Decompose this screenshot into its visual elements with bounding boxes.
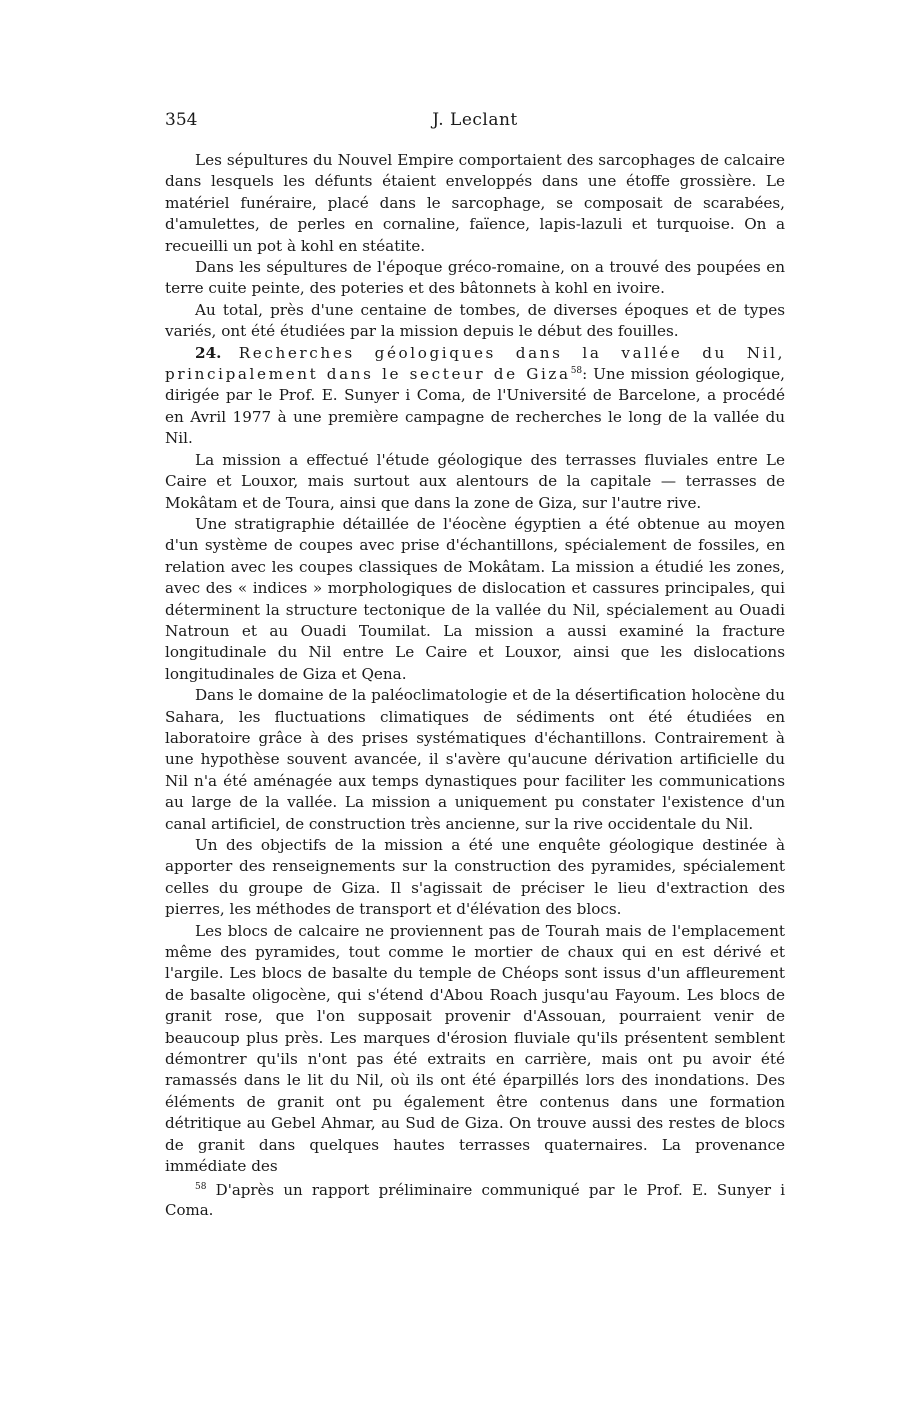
paragraph: La mission a effectué l'étude géologique des terrasses fluviales entre Le Caire et Louxor, mais surtout aux alentours de la capitale — terrasses de Mokâtam et de Toura, ainsi que dans la zone de Giza, sur l'autre rive. (165, 450, 785, 512)
paragraph: Dans les sépultures de l'époque gréco-romaine, on a trouvé des poupées en terre cuite peinte, des poteries et des bâtonnets à kohl en ivoire. (165, 258, 785, 298)
main-text (165, 150, 785, 1178)
paragraph: Au total, près d'une centaine de tombes, de diverses époques et de types variés, ont été étudiées par la mission depuis le début des fouilles. (165, 300, 785, 341)
paragraph: Les blocs de calcaire ne proviennent pas de Tourah mais de l'emplacement même des pyramides, tout comme le mortier de chaux qui en est dérivé et l'argile. Les blocs de basalte du temple de Chéops sont issus d'un affleurement de basalte oligocène, qui s'étend d'Abou Roach jusqu'au Fayoum. Les blocs de granit rose, que l'on supposait provenir d'Assouan, pourraient venir de beaucoup plus près. Les marques d'érosion fluviale qu'ils présentent semblent démontrer qu'ils n'ont pas été extraits en carrière, mais ont pu avoir été ramassés dans le lit du Nil, où ils ont été éparpillés lors des inondations. Des éléments de granit ont pu également être contenus dans une formation détritique au Gebel Ahmar, au Sud de Giza. On trouve aussi des restes de blocs de granit dans quelques hautes terrasses quaternaires. La provenance immédiate des (165, 921, 785, 1176)
page-number: 354 (165, 110, 198, 130)
paragraph: Les sépultures du Nouvel Empire comportaient des sarcophages de calcaire dans lesquels les défunts étaient enveloppés dans une étoffe grossière. Le matériel funéraire, placé dans le sarcophage, se composait de scarabées, d'amulettes, de perles en cornaline, faïence, lapis-lazuli et turquoise. On a recueilli un pot à kohl en stéatite. (165, 151, 785, 255)
section-24-paragraph (165, 343, 785, 450)
page-body (165, 110, 785, 1178)
running-title: J. Leclant (432, 110, 518, 130)
paragraph: Un des objectifs de la mission a été une enquête géologique destinée à apporter des renseignements sur la construction des pyramides, spécialement celles du groupe de Giza. Il s'agissait de préciser le lieu d'extraction des pierres, les méthodes de transport et d'élévation des blocs. (165, 836, 785, 919)
paragraph: Une stratigraphie détaillée de l'éocène égyptien a été obtenue au moyen d'un système de coupes avec prise d'échantillons, spécialement de fossiles, en relation avec les coupes classiques de Mokâtam. La mission a étudié les zones, avec des « indices » morphologiques de dislocation et cassures principales, qui déterminent la structure tectonique de la vallée du Nil, spécialement au Ouadi Natroun et au Ouadi Toumilat. La mission a aussi examiné la fracture longitudinale du Nil entre Le Caire et Louxor, ainsi que les dislocations longitudinales de Giza et Qena. (165, 514, 785, 683)
footnote (165, 1180, 785, 1220)
footnote-text: D'après un rapport préliminaire communiqué par le Prof. E. Sunyer i Coma. (165, 1181, 785, 1219)
footnote-number: 58 (195, 1182, 207, 1192)
section-title: Recherches géologiques dans la vallée du Nil, principalement dans le secteur de Giza (165, 343, 786, 384)
paragraph: Dans le domaine de la paléoclimatologie et de la désertification holocène du Sahara, les fluctuations climatiques de sédiments ont été étudiées en laboratoire grâce à des prises systématiques d'échantillons. Contrairement à une hypothèse souvent avancée, il s'avère qu'aucune dérivation artificielle du Nil n'a été aménagée aux temps dynastiques pour faciliter les communications au large de la vallée. La mission a uniquement pu constater l'existence d'un canal artificiel, de construction très ancienne, sur la rive occidentale du Nil. (165, 686, 785, 833)
running-head (165, 110, 785, 138)
section-number: 24. (195, 343, 222, 362)
footnotes (165, 1180, 785, 1220)
footnote-reference[interactable]: 58 (570, 366, 583, 377)
section-text: : Une mission géologique, dirigée par le Prof. E. Sunyer i Coma, de l'Université de Barcelone, a procédé en Avril 1977 à une première campagne de recherches le long de la vallée du Nil. (165, 365, 785, 448)
